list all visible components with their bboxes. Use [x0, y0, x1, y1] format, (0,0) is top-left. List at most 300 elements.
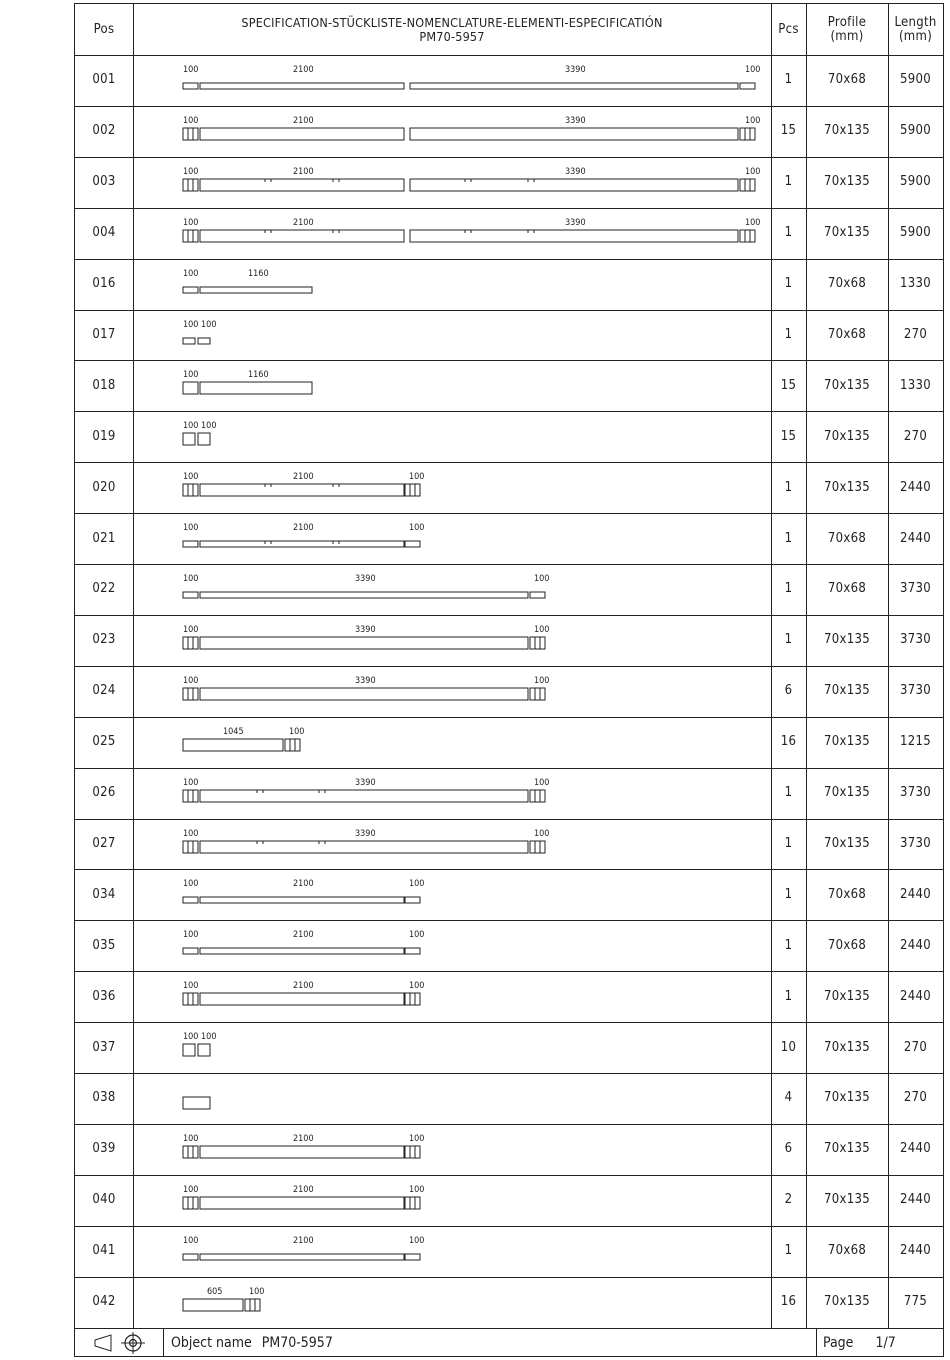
- row-length: [888, 768, 943, 819]
- row-length-text: 5900: [900, 174, 931, 190]
- end-block-left-ribs: [188, 993, 193, 1005]
- row-profile-text: 70x135: [824, 428, 870, 444]
- segment-3390: [410, 179, 738, 191]
- row-pos: [75, 1073, 133, 1124]
- row-pcs-text: 1: [784, 276, 793, 292]
- end-block-right: [405, 948, 420, 954]
- block-left: [183, 433, 195, 445]
- row-pos-text: 019: [92, 428, 116, 444]
- part-drawing: [183, 566, 783, 612]
- dim-label: 3390: [565, 115, 586, 126]
- row-profile: [806, 819, 888, 870]
- table-row: [75, 55, 943, 106]
- dim-label: 100: [183, 675, 199, 686]
- part-drawing: [183, 108, 783, 154]
- row-length: [888, 717, 943, 768]
- row-pos-text: 038: [92, 1090, 116, 1106]
- row-profile-text: 70x135: [824, 1192, 870, 1208]
- row-length-text: 3730: [900, 683, 931, 699]
- segment-2100: [200, 230, 404, 242]
- end-block-left: [183, 1254, 198, 1260]
- end-block-left-ribs: [188, 841, 193, 853]
- dim-label: 3390: [565, 65, 586, 75]
- dim-label: 100: [409, 981, 425, 992]
- end-block-right-ribs: [290, 739, 295, 751]
- dim-label: 1160: [248, 370, 269, 381]
- row-profile: [806, 1277, 888, 1328]
- part-drawing: [183, 617, 783, 663]
- object-name-value: PM70-5957: [261, 1334, 333, 1351]
- projection-symbol-icon: [91, 1332, 147, 1354]
- row-pcs-text: 4: [784, 1090, 793, 1106]
- row-pos: [75, 1226, 133, 1277]
- end-block-left: [183, 592, 198, 598]
- row-pos: [75, 310, 133, 361]
- row-divider: [75, 259, 943, 260]
- row-pos: [75, 513, 133, 564]
- end-block-right-ribs: [410, 484, 415, 496]
- end-block-left-ribs: [188, 790, 193, 802]
- header-length-line1: Length: [894, 14, 937, 30]
- header-pos-label: Pos: [93, 21, 115, 37]
- row-pcs-text: 1: [784, 785, 793, 801]
- notch: [465, 179, 471, 182]
- dim-label: 605: [207, 1286, 223, 1297]
- segment-3390: [410, 83, 738, 89]
- row-length-text: 1330: [900, 377, 931, 393]
- row-profile-text: 70x135: [824, 632, 870, 648]
- end-block-left: [183, 179, 198, 191]
- end-block-right-ribs: [745, 230, 750, 242]
- table-row: [75, 157, 943, 208]
- segment-3390: [200, 688, 528, 700]
- row-pos-text: 027: [92, 835, 116, 851]
- end-block-right-ribs: [535, 790, 540, 802]
- end-block-right-ribs: [410, 993, 415, 1005]
- dim-label: 100: [534, 574, 550, 584]
- row-profile: [806, 1175, 888, 1226]
- end-block-left-ribs: [188, 637, 193, 649]
- row-pos: [75, 717, 133, 768]
- row-length: [888, 1277, 943, 1328]
- end-block-right: [285, 739, 300, 751]
- dim-label: 3390: [565, 166, 586, 177]
- row-profile: [806, 360, 888, 411]
- row-profile-text: 70x135: [824, 377, 870, 393]
- notch: [465, 230, 471, 233]
- row-pcs-text: 16: [780, 734, 797, 750]
- notch: [319, 790, 325, 793]
- row-profile-text: 70x135: [824, 988, 870, 1004]
- part-drawing: [183, 1177, 783, 1223]
- end-block-left: [183, 1146, 198, 1158]
- row-pos-text: 034: [92, 886, 116, 902]
- row-pos-text: 002: [92, 123, 116, 139]
- dim-label: 2100: [293, 65, 314, 75]
- segment-3390: [410, 230, 738, 242]
- end-block-right-ribs: [535, 841, 540, 853]
- row-pos-text: 017: [92, 326, 116, 342]
- end-block-left-ribs: [188, 688, 193, 700]
- dim-label: 100: [534, 624, 550, 635]
- row-length: [888, 819, 943, 870]
- row-profile: [806, 55, 888, 106]
- segment-2100: [200, 948, 404, 954]
- table-row: [75, 1175, 943, 1226]
- row-pos-text: 021: [92, 530, 116, 546]
- end-block-left: [183, 637, 198, 649]
- end-block-right-ribs: [535, 688, 540, 700]
- table-row: [75, 615, 943, 666]
- dim-label: 2100: [293, 1235, 314, 1246]
- header-pos: [75, 4, 133, 55]
- table-row: [75, 717, 943, 768]
- row-divider: [75, 411, 943, 412]
- header-profile-line2: (mm): [830, 28, 864, 44]
- dim-label: 2100: [293, 166, 314, 177]
- row-profile: [806, 1073, 888, 1124]
- notch: [265, 484, 271, 487]
- row-length-text: 2440: [900, 886, 931, 902]
- row-pos: [75, 819, 133, 870]
- row-length: [888, 1226, 943, 1277]
- part-drawing: [183, 1279, 783, 1325]
- row-profile-text: 70x135: [824, 1039, 870, 1055]
- row-length: [888, 971, 943, 1022]
- end-block-left: [183, 287, 198, 293]
- block: [183, 1097, 210, 1109]
- dim-label: 2100: [293, 1184, 314, 1195]
- end-block-right: [530, 637, 545, 649]
- header-profile-line1: Profile: [827, 14, 867, 30]
- row-divider: [75, 310, 943, 311]
- table-row: [75, 920, 943, 971]
- end-block-left: [183, 128, 198, 140]
- column-divider: [771, 4, 772, 1328]
- end-block-right: [530, 688, 545, 700]
- row-pcs-text: 1: [784, 225, 793, 241]
- end-block-left: [183, 1197, 198, 1209]
- row-length-text: 3730: [900, 632, 931, 648]
- row-pcs-text: 1: [784, 886, 793, 902]
- dim-label: 100: [745, 65, 761, 75]
- dim-label: 100: [183, 268, 199, 279]
- end-block-left: [183, 382, 198, 394]
- dim-label: 2100: [293, 115, 314, 126]
- row-pos: [75, 564, 133, 615]
- end-block-left: [183, 841, 198, 853]
- row-pos-text: 024: [92, 683, 116, 699]
- row-profile-text: 70x135: [824, 835, 870, 851]
- row-pcs-text: 10: [780, 1039, 797, 1055]
- segment-1160: [200, 382, 312, 394]
- table-row: [75, 1226, 943, 1277]
- row-pos: [75, 259, 133, 310]
- row-pos-text: 039: [92, 1141, 116, 1157]
- block-left: [183, 338, 195, 344]
- row-pos-text: 023: [92, 632, 116, 648]
- row-pcs-text: 1: [784, 988, 793, 1004]
- dim-label: 3390: [355, 828, 376, 839]
- part-drawing: [183, 1024, 783, 1070]
- row-divider: [75, 768, 943, 769]
- row-length: [888, 106, 943, 157]
- dim-label: 100: [534, 675, 550, 686]
- row-length: [888, 564, 943, 615]
- row-length: [888, 920, 943, 971]
- row-profile-text: 70x68: [827, 326, 867, 342]
- dim-label: 100: [183, 574, 199, 584]
- footer-divider-right: [816, 1328, 817, 1357]
- row-length: [888, 310, 943, 361]
- header-length: [888, 4, 943, 55]
- end-block-left-ribs: [188, 128, 193, 140]
- notch: [265, 179, 271, 182]
- segment-1160: [200, 287, 312, 293]
- row-divider: [75, 819, 943, 820]
- end-block-right: [740, 179, 755, 191]
- end-block-left-ribs: [188, 484, 193, 496]
- row-pos: [75, 1022, 133, 1073]
- row-profile-text: 70x135: [824, 1294, 870, 1310]
- end-block-right: [530, 841, 545, 853]
- row-divider: [75, 717, 943, 718]
- row-profile: [806, 462, 888, 513]
- dim-label: 100: [249, 1286, 265, 1297]
- row-profile: [806, 1022, 888, 1073]
- part-drawing: [183, 1075, 783, 1121]
- row-divider: [75, 1124, 943, 1125]
- part-drawing: [183, 922, 783, 968]
- dim-label: 100: [183, 1133, 199, 1144]
- dim-label: 100: [183, 166, 199, 177]
- page-value: 1/7: [875, 1334, 896, 1351]
- row-profile: [806, 768, 888, 819]
- row-profile: [806, 615, 888, 666]
- end-block-left-ribs: [188, 1146, 193, 1158]
- part-drawing: [183, 464, 783, 510]
- segment-3390: [200, 790, 528, 802]
- notch: [265, 230, 271, 233]
- end-block-right: [405, 897, 420, 903]
- row-profile-text: 70x68: [827, 530, 867, 546]
- block-right: [198, 433, 210, 445]
- dim-label: 100: [289, 726, 305, 737]
- row-length-text: 775: [903, 1294, 928, 1310]
- row-divider: [75, 106, 943, 107]
- row-length: [888, 208, 943, 259]
- row-pcs-text: 16: [780, 1294, 797, 1310]
- end-block-right: [405, 484, 420, 496]
- row-pos: [75, 411, 133, 462]
- object-name-label: Object name: [171, 1334, 252, 1351]
- segment-main: [183, 1299, 243, 1311]
- table-row: [75, 666, 943, 717]
- row-profile-text: 70x68: [827, 886, 867, 902]
- dim-label: 2100: [293, 1133, 314, 1144]
- header-title-line1: SPECIFICATION-STÜCKLISTE-NOMENCLATURE-ELEMENTI-ESPECIFICATIÓN: [241, 14, 663, 30]
- page-field: [823, 1327, 896, 1358]
- dim-label: 100: [183, 828, 199, 839]
- row-divider: [75, 1073, 943, 1074]
- notch: [333, 541, 339, 544]
- segment-2100: [200, 1146, 404, 1158]
- row-profile-text: 70x135: [824, 1090, 870, 1106]
- end-block-left: [183, 83, 198, 89]
- dim-label: 3390: [355, 624, 376, 635]
- part-drawing: [183, 362, 783, 408]
- segment-3390: [200, 592, 528, 598]
- row-pos: [75, 615, 133, 666]
- table-row: [75, 1277, 943, 1328]
- row-pos-text: 040: [92, 1192, 116, 1208]
- row-length: [888, 360, 943, 411]
- row-profile: [806, 411, 888, 462]
- dim-label: 100: [534, 828, 550, 839]
- dim-label: 100: [409, 1133, 425, 1144]
- table-row: [75, 513, 943, 564]
- row-pos-text: 042: [92, 1294, 116, 1310]
- segment-2100: [200, 1197, 404, 1209]
- part-drawing: [183, 57, 783, 103]
- row-pcs-text: 6: [784, 1141, 793, 1157]
- segment-2100: [200, 1254, 404, 1260]
- row-divider: [75, 920, 943, 921]
- table-row: [75, 360, 943, 411]
- row-profile-text: 70x135: [824, 785, 870, 801]
- dim-label: 100: [183, 370, 199, 381]
- table-row: [75, 819, 943, 870]
- row-profile: [806, 513, 888, 564]
- segment-3390: [200, 637, 528, 649]
- row-pos: [75, 971, 133, 1022]
- notch: [333, 179, 339, 182]
- dim-label: 100 100: [183, 1032, 217, 1043]
- header-profile: [806, 4, 888, 55]
- end-block-right: [245, 1299, 260, 1311]
- row-length-text: 270: [903, 1039, 928, 1055]
- row-length-text: 2440: [900, 530, 931, 546]
- page-label: Page: [823, 1334, 854, 1351]
- part-drawing: [183, 159, 783, 205]
- row-length: [888, 462, 943, 513]
- dim-label: 100: [745, 217, 761, 228]
- end-block-left-ribs: [188, 1197, 193, 1209]
- row-profile-text: 70x68: [827, 937, 867, 953]
- part-drawing: [183, 261, 783, 307]
- end-block-right: [740, 128, 755, 140]
- row-pcs-text: 15: [780, 123, 797, 139]
- block-right: [198, 1044, 210, 1056]
- row-divider: [75, 360, 943, 361]
- row-profile-text: 70x135: [824, 225, 870, 241]
- row-profile-text: 70x135: [824, 1141, 870, 1157]
- row-divider: [75, 971, 943, 972]
- row-length: [888, 666, 943, 717]
- row-profile-text: 70x68: [827, 72, 867, 88]
- row-pcs-text: 1: [784, 581, 793, 597]
- row-divider: [75, 157, 943, 158]
- row-length-text: 2440: [900, 988, 931, 1004]
- row-pcs-text: 1: [784, 72, 793, 88]
- row-profile: [806, 1124, 888, 1175]
- row-length: [888, 1022, 943, 1073]
- part-drawing: [183, 1228, 783, 1274]
- notch: [528, 230, 534, 233]
- row-pos-text: 001: [92, 72, 116, 88]
- dim-label: 2100: [293, 930, 314, 941]
- block-right: [198, 338, 210, 344]
- row-length-text: 5900: [900, 72, 931, 88]
- row-pos-text: 003: [92, 174, 116, 190]
- notch: [265, 541, 271, 544]
- dim-label: 2100: [293, 523, 314, 534]
- row-pos-text: 016: [92, 276, 116, 292]
- row-length-text: 1215: [900, 734, 931, 750]
- row-divider: [75, 869, 943, 870]
- row-profile-text: 70x135: [824, 734, 870, 750]
- dim-label: 100: [183, 217, 199, 228]
- column-divider: [133, 4, 134, 1328]
- end-block-left: [183, 790, 198, 802]
- table-row: [75, 1073, 943, 1124]
- row-pos: [75, 1175, 133, 1226]
- segment-2100: [200, 179, 404, 191]
- part-drawing: [183, 821, 783, 867]
- row-profile: [806, 564, 888, 615]
- row-pcs-text: 1: [784, 632, 793, 648]
- dim-label: 100: [183, 879, 199, 890]
- end-block-right: [405, 1197, 420, 1209]
- row-length: [888, 259, 943, 310]
- dim-label: 100: [534, 777, 550, 788]
- dim-label: 2100: [293, 981, 314, 992]
- column-divider: [888, 4, 889, 1328]
- end-block-right: [530, 592, 545, 598]
- row-length-text: 2440: [900, 937, 931, 953]
- end-block-right-ribs: [745, 128, 750, 140]
- end-block-right-ribs: [410, 1197, 415, 1209]
- part-drawing: [183, 668, 783, 714]
- part-drawing: [183, 871, 783, 917]
- dim-label: 100 100: [183, 421, 217, 432]
- dim-label: 100: [183, 1235, 199, 1246]
- end-block-right: [405, 993, 420, 1005]
- row-profile: [806, 869, 888, 920]
- dim-label: 100: [183, 981, 199, 992]
- part-drawing: [183, 719, 783, 765]
- end-block-right: [530, 790, 545, 802]
- end-block-left: [183, 897, 198, 903]
- dim-label: 3390: [565, 217, 586, 228]
- dim-label: 2100: [293, 879, 314, 890]
- header-pcs: [771, 4, 806, 55]
- row-length-text: 3730: [900, 581, 931, 597]
- segment-3390: [200, 841, 528, 853]
- row-divider: [75, 1175, 943, 1176]
- row-length: [888, 1073, 943, 1124]
- end-block-right: [405, 1146, 420, 1158]
- row-pcs-text: 6: [784, 683, 793, 699]
- dim-label: 100: [183, 472, 199, 483]
- dim-label: 1160: [248, 268, 269, 279]
- dim-label: 100: [409, 930, 425, 941]
- end-block-right-ribs: [410, 1146, 415, 1158]
- part-drawing: [183, 1126, 783, 1172]
- dim-label: 100: [183, 115, 199, 126]
- row-pos-text: 022: [92, 581, 116, 597]
- row-length-text: 3730: [900, 835, 931, 851]
